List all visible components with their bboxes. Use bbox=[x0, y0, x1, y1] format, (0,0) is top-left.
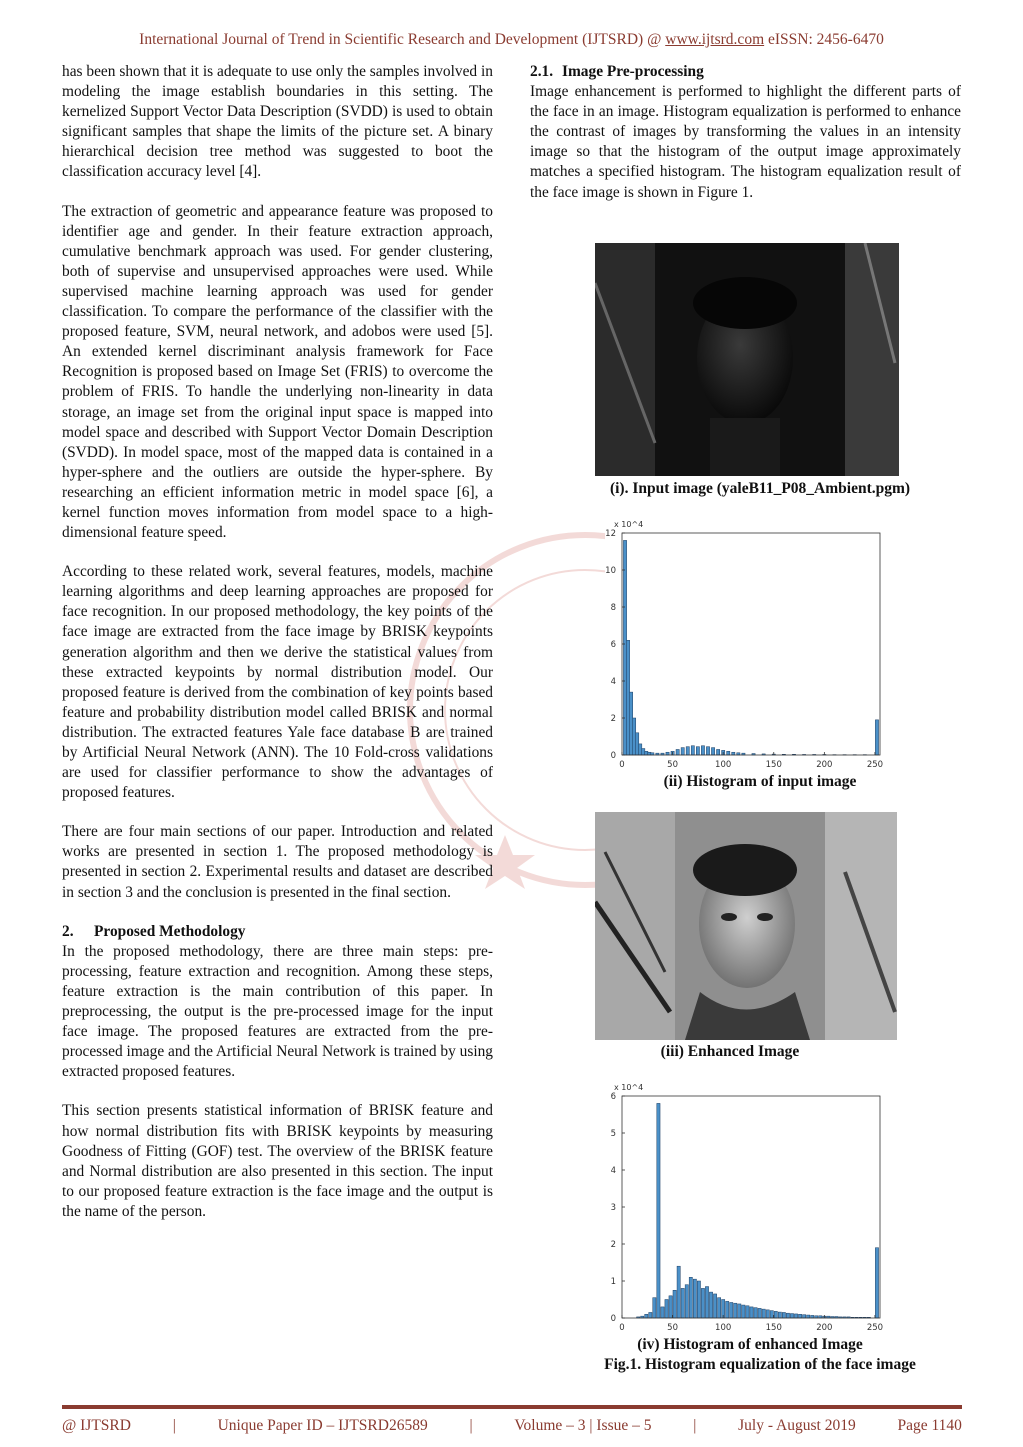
y-tick-label: 10 bbox=[605, 566, 616, 576]
x-tick-label: 0 bbox=[619, 1323, 625, 1333]
exponent-label: x 10^4 bbox=[614, 520, 644, 529]
histogram-bar bbox=[681, 1288, 684, 1318]
y-tick-label: 1 bbox=[610, 1277, 616, 1287]
histogram-bar bbox=[778, 1312, 781, 1318]
x-tick-label: 50 bbox=[667, 760, 679, 770]
x-tick-label: 150 bbox=[765, 1323, 782, 1333]
histogram-bar bbox=[653, 1298, 656, 1318]
histogram-bar bbox=[705, 1287, 708, 1318]
histogram-bar bbox=[669, 1296, 672, 1318]
histogram-bar bbox=[746, 1306, 749, 1318]
histogram-bar bbox=[623, 540, 626, 755]
y-tick-label: 5 bbox=[610, 1129, 616, 1139]
footer-separator: | bbox=[469, 1417, 473, 1434]
x-tick-label: 0 bbox=[619, 760, 625, 770]
histogram-bar bbox=[875, 720, 878, 755]
histogram-bar bbox=[689, 1277, 692, 1318]
histogram-bar bbox=[666, 752, 669, 755]
histogram-bar bbox=[706, 747, 709, 755]
histogram-bar bbox=[701, 1288, 704, 1318]
x-tick-label: 100 bbox=[715, 760, 732, 770]
footer-rule bbox=[62, 1405, 962, 1409]
y-tick-label: 12 bbox=[605, 529, 616, 539]
histogram-bar bbox=[713, 1294, 716, 1318]
histogram-bar bbox=[727, 751, 730, 755]
histogram-bar bbox=[697, 1281, 700, 1318]
histogram-bar bbox=[645, 1314, 648, 1318]
histogram-bar bbox=[774, 1311, 777, 1318]
caption-enhanced-histogram: (iv) Histogram of enhanced Image bbox=[637, 1336, 863, 1353]
histogram-bar bbox=[790, 1314, 793, 1318]
histogram-bar bbox=[770, 1311, 773, 1318]
histogram-bar bbox=[665, 1300, 668, 1319]
footer-journal: @ IJTSRD bbox=[62, 1417, 131, 1434]
footer-date: July - August 2019 bbox=[738, 1417, 856, 1434]
journal-header bbox=[0, 31, 1023, 49]
footer-paper-id: Unique Paper ID – IJTSRD26589 bbox=[217, 1417, 428, 1434]
histogram-bar bbox=[758, 1308, 761, 1318]
histogram-bar bbox=[782, 1312, 785, 1318]
histogram-bar bbox=[766, 1310, 769, 1318]
paragraph: has been shown that it is adequate to use only the samples involved in modeling the image establish boundaries in this setting. The kernelized Support Vector Data Description (SVDD) is used to obtain significant samples that shape the limits of the picture set. A binary hierarchical decision tree method was suggested to boot the classification accuracy level [4]. bbox=[62, 63, 493, 181]
histogram-bar bbox=[642, 749, 645, 755]
y-tick-label: 4 bbox=[610, 677, 616, 687]
histogram-bar bbox=[738, 1304, 741, 1318]
histogram-bar bbox=[626, 640, 629, 755]
y-tick-label: 6 bbox=[610, 1092, 616, 1102]
caption-enhanced-image: (iii) Enhanced Image bbox=[660, 1043, 800, 1060]
paragraph: The extraction of geometric and appearance feature was proposed to identifier age and gender. In their feature extraction approach, cumulative benchmark approach was used. For gender clustering, both of supervise and unsupervised approaches were used. While supervised machine learning approach was used for gender classification. To compare the performance of the classifier with the proposed feature, SVM, neural network, and adobos were used [5]. An extended kernel discriminant analysis framework for Face Recognition is proposed based on Image Set (FRIS) to overcome the problem of FRIS. To handle the underlying non-linearity in data storage, an image set from the original input space is mapped into model space and described with Support Vector Domain Description (SVDD). In model space, most of the mapped data is contained in a hyper-sphere and the outliers are outside the hyper-sphere. By researching an efficient information metric in model space [6], a kernel function moves information from model space to a high-dimensional feature speed. bbox=[62, 202, 493, 542]
journal-link[interactable]: www.ijtsrd.com bbox=[665, 31, 765, 48]
paragraph: Image enhancement is performed to highlight the different parts of the face in an image. Histogram equalization is performed to enhance the contrast of images by transforming the values in an intensity image so that the histogram of the output image approximately matches a specified histogram. The histogram equalization result of the face image is shown in Figure 1. bbox=[530, 83, 961, 201]
y-tick-label: 4 bbox=[610, 1166, 616, 1176]
page-footer bbox=[62, 1417, 962, 1435]
paragraph: There are four main sections of our paper. Introduction and related works are presented in section 1. The proposed methodology is presented in section 2. Experimental results and dataset are described in section 3 and the conclusion is presented in the final section. bbox=[62, 823, 493, 901]
y-tick-label: 0 bbox=[610, 1314, 616, 1324]
histogram-bar bbox=[661, 1307, 664, 1318]
x-tick-label: 50 bbox=[667, 1323, 679, 1333]
histogram-bar bbox=[629, 692, 632, 755]
x-tick-label: 250 bbox=[866, 760, 884, 770]
input-histogram-chart bbox=[590, 515, 900, 773]
x-tick-label: 150 bbox=[765, 760, 782, 770]
histogram-bar bbox=[693, 1279, 696, 1318]
histogram-bar bbox=[762, 1309, 765, 1318]
histogram-bar bbox=[716, 749, 719, 755]
histogram-bar bbox=[732, 752, 735, 755]
histogram-bar bbox=[709, 1292, 712, 1318]
y-tick-label: 2 bbox=[610, 1240, 616, 1250]
caption-input-image: (i). Input image (yaleB11_P08_Ambient.pgm) bbox=[609, 480, 911, 497]
y-tick-label: 8 bbox=[610, 603, 616, 613]
histogram-bar bbox=[875, 1248, 878, 1318]
section-number: 2.1. bbox=[530, 63, 554, 80]
x-tick-label: 250 bbox=[866, 1323, 884, 1333]
histogram-bar bbox=[726, 1301, 729, 1318]
plot-frame bbox=[622, 533, 880, 755]
header-prefix: International Journal of Trend in Scientific Research and Development (IJTSRD) @ bbox=[139, 31, 666, 48]
y-tick-label: 6 bbox=[610, 640, 616, 650]
histogram-bar bbox=[734, 1303, 737, 1318]
enhanced-histogram-chart bbox=[590, 1078, 900, 1336]
histogram-bar bbox=[786, 1313, 789, 1318]
section-heading-2 bbox=[62, 922, 493, 942]
paragraph: In the proposed methodology, there are three main steps: pre-processing, feature extraction and recognition. Among these steps, feature extraction is the main contribution of this paper. In preprocessing, the output is the pre-processed image for the input face image. The proposed features are extracted from the pre-processed image and the Artificial Neural Network is trained by using extracted proposed features. bbox=[62, 942, 493, 1081]
y-tick-label: 2 bbox=[610, 714, 616, 724]
histogram-bar bbox=[696, 747, 699, 755]
plot-frame bbox=[622, 1096, 880, 1318]
histogram-bar bbox=[794, 1314, 797, 1318]
histogram-bar bbox=[677, 1266, 680, 1318]
x-tick-label: 200 bbox=[816, 1323, 833, 1333]
figure-caption: Fig.1. Histogram equalization of the face image bbox=[604, 1356, 916, 1373]
footer-volume: Volume – 3 | Issue – 5 bbox=[514, 1417, 652, 1434]
footer-separator: | bbox=[172, 1417, 176, 1434]
footer-page: Page 1140 bbox=[897, 1417, 962, 1434]
paragraph: This section presents statistical information of BRISK feature and how normal distribution fits with BRISK keypoints by measuring Goodness of Fitting (GOF) test. The overview of the BRISK feature and Normal distribution are also presented in this section. The input to our proposed feature extraction is the face image and the output is the name of the person. bbox=[62, 1102, 493, 1220]
histogram-bar bbox=[730, 1302, 733, 1318]
caption-input-histogram: (ii) Histogram of input image bbox=[663, 773, 857, 790]
histogram-bar bbox=[718, 1298, 721, 1318]
histogram-bar bbox=[686, 747, 689, 755]
left-column bbox=[62, 62, 493, 1241]
histogram-bar bbox=[649, 1312, 652, 1318]
histogram-bar bbox=[633, 718, 636, 755]
histogram-bar bbox=[636, 733, 639, 755]
y-tick-label: 3 bbox=[610, 1203, 616, 1213]
exponent-label: x 10^4 bbox=[614, 1083, 644, 1092]
histogram-bar bbox=[807, 1315, 810, 1318]
histogram-bar bbox=[639, 744, 642, 755]
section-title: Proposed Methodology bbox=[94, 922, 246, 940]
histogram-bar bbox=[711, 748, 714, 755]
section-title: Image Pre-processing bbox=[562, 63, 704, 80]
histogram-bar bbox=[645, 751, 648, 755]
y-tick-label: 0 bbox=[610, 751, 616, 761]
histogram-bar bbox=[681, 748, 684, 755]
histogram-bar bbox=[754, 1308, 757, 1318]
histogram-bar bbox=[691, 746, 694, 755]
footer-separator: | bbox=[693, 1417, 697, 1434]
histogram-bar bbox=[802, 1315, 805, 1318]
section-heading-2-1 bbox=[530, 62, 961, 82]
input-face-image bbox=[595, 243, 899, 476]
histogram-bar bbox=[673, 1290, 676, 1318]
x-tick-label: 200 bbox=[816, 760, 833, 770]
histogram-bar bbox=[648, 752, 651, 755]
right-column bbox=[530, 62, 961, 222]
histogram-bar bbox=[685, 1285, 688, 1318]
histogram-bar bbox=[798, 1314, 801, 1318]
paragraph: According to these related work, several features, models, machine learning algorithms and deep learning approaches are proposed for face recognition. In our proposed methodology, the key points of the face image are extracted from the face image by BRISK keypoints generation algorithm and then we derive the statistical values from these extracted keypoints by normal distribution model. Our proposed feature is derived from the combination of key points based feature and probability distribution model called BRISK and normal distribution. The extracted features Yale face database B are trained by Artificial Neural Network (ANN). The 10 Fold-cross validations are used for classifier performance to show the advantages of proposed features. bbox=[62, 563, 493, 802]
histogram-bar bbox=[701, 746, 704, 755]
header-suffix: eISSN: 2456-6470 bbox=[764, 31, 884, 48]
histogram-bar bbox=[676, 749, 679, 755]
histogram-bar bbox=[750, 1307, 753, 1318]
enhanced-face-image bbox=[595, 812, 897, 1040]
histogram-bar bbox=[742, 1305, 745, 1318]
section-number: 2. bbox=[62, 922, 74, 940]
histogram-bar bbox=[657, 1103, 660, 1318]
x-tick-label: 100 bbox=[715, 1323, 732, 1333]
